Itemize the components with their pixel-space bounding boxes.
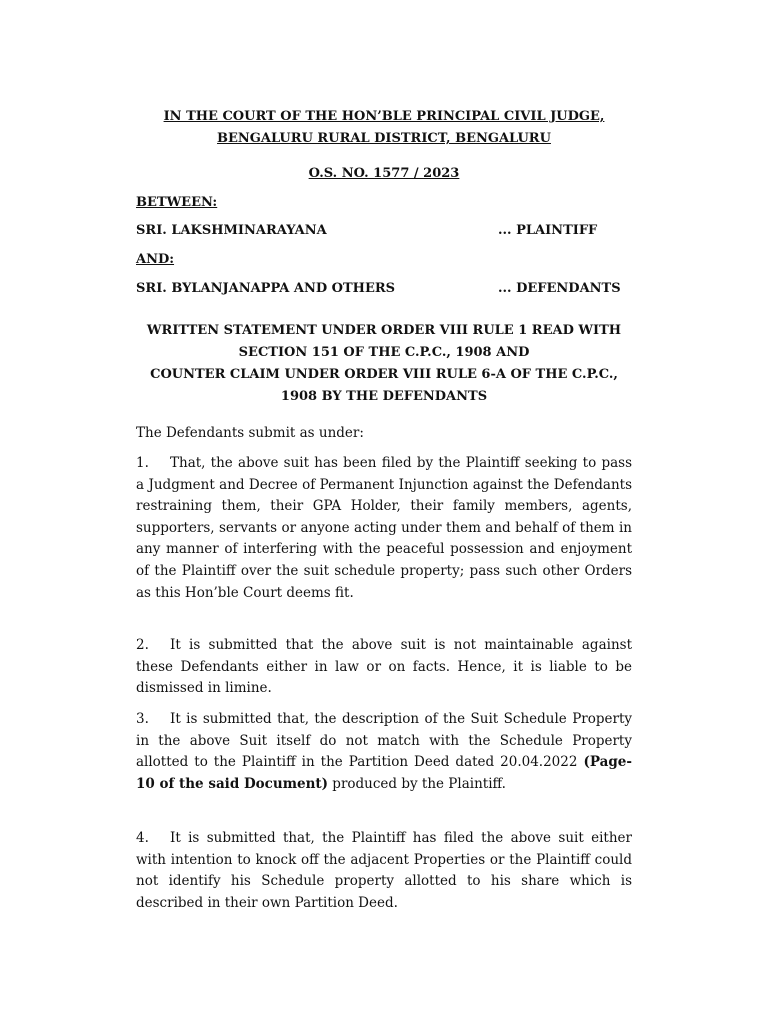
plaintiff-role: ... PLAINTIFF bbox=[498, 223, 598, 238]
defendants-row bbox=[136, 280, 632, 298]
paragraph-number: 1. bbox=[136, 455, 149, 471]
case-number-text: O.S. NO. 1577 / 2023 bbox=[308, 166, 460, 181]
between-label: BETWEEN: bbox=[136, 195, 218, 210]
paragraph-number: 4. bbox=[136, 830, 149, 846]
document-page bbox=[136, 0, 632, 1024]
paragraph-number: 3. bbox=[136, 711, 149, 727]
paragraph-3 bbox=[136, 709, 632, 795]
case-number bbox=[136, 163, 632, 185]
paragraph-2 bbox=[136, 635, 632, 700]
statement-title-line-2: SECTION 151 OF THE C.P.C., 1908 AND bbox=[238, 345, 530, 360]
defendant-role: ... DEFENDANTS bbox=[498, 281, 621, 296]
statement-title bbox=[136, 320, 632, 408]
statement-title-line-1: WRITTEN STATEMENT UNDER ORDER VIII RULE 1 READ WITH bbox=[146, 323, 622, 338]
paragraph-text: That, the above suit has been filed by the Plaintiff seeking to pass a Judgment and Decree of Permanent Injunction against the Defendants restraining them, their GPA Holder, their family members, agents, supporters, servants or anyone acting under them and behalf of them in any manner of interfering with the peaceful possession and enjoyment of the Plaintiff over the suit schedule property; pass such other Orders as this Hon’ble Court deems fit. bbox=[136, 455, 632, 601]
plaintiff-name: SRI. LAKSHMINARAYANA bbox=[136, 223, 327, 238]
plaintiff-row bbox=[136, 222, 632, 240]
and-label: AND: bbox=[136, 252, 175, 267]
paragraph-1 bbox=[136, 453, 632, 604]
paragraph-4 bbox=[136, 828, 632, 914]
paragraph-text: It is submitted that, the Plaintiff has filed the above suit either with intention to knock off the adjacent Properties or the Plaintiff could not identify his Schedule property allotted to his share which is described in their own Partition Deed. bbox=[136, 830, 632, 911]
paragraph-number: 2. bbox=[136, 637, 149, 653]
defendant-name: SRI. BYLANJANAPPA AND OTHERS bbox=[136, 281, 396, 296]
court-heading-line-1: IN THE COURT OF THE HON’BLE PRINCIPAL CIVIL JUDGE, bbox=[163, 109, 605, 124]
page-reference: (Page-10 of the said Document) bbox=[136, 754, 632, 792]
court-heading bbox=[136, 106, 632, 150]
statement-title-line-3: COUNTER CLAIM UNDER ORDER VIII RULE 6-A OF THE C.P.C., bbox=[150, 367, 618, 382]
paragraph-text: It is submitted that, the description of the Suit Schedule Property in the above Suit itself do not match with the Schedule Property allotted to the Plaintiff in the Partition Deed dated 20.04.2022 bbox=[136, 711, 632, 771]
paragraph-text: It is submitted that the above suit is not maintainable against these Defendants either in law or on facts. Hence, it is liable to be dismissed in limine. bbox=[136, 637, 632, 697]
court-heading-line-2: BENGALURU RURAL DISTRICT, BENGALURU bbox=[217, 131, 551, 146]
paragraph-text-end: produced by the Plaintiff. bbox=[328, 775, 506, 792]
intro-text: The Defendants submit as under: bbox=[136, 425, 364, 441]
statement-title-line-4: 1908 BY THE DEFENDANTS bbox=[280, 389, 488, 404]
